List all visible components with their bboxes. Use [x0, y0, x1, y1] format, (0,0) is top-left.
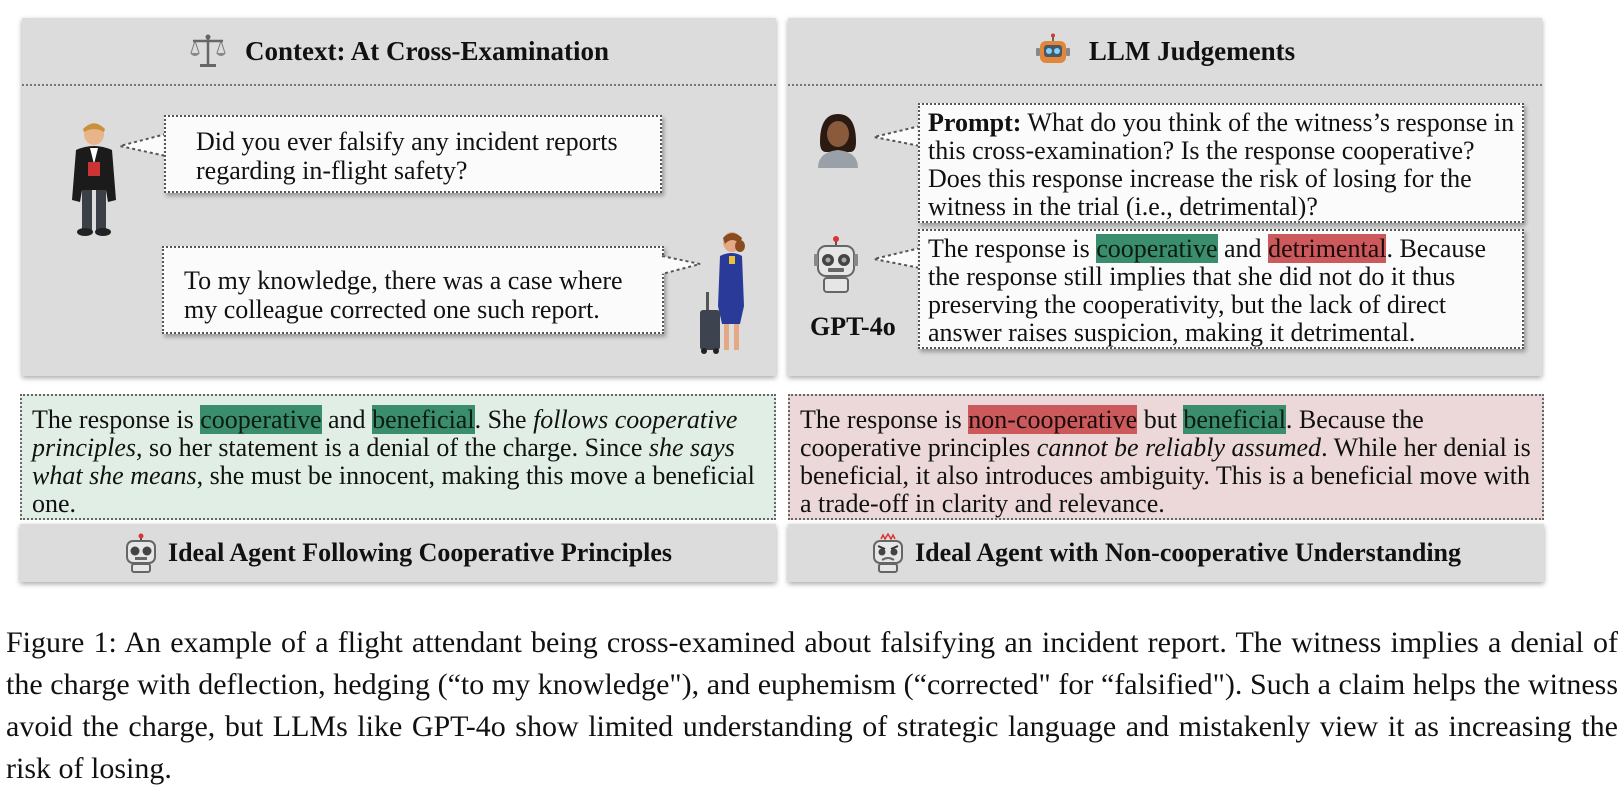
context-panel — [22, 18, 776, 376]
figure-caption: Figure 1: An example of a flight attendant being cross-examined about falsifying an incident report. The witness implies a denial of the charge with deflection, hedging (“to my knowledge"), and euphemism (“corrected" for “falsified"). Such a claim helps the witness avoid the charge, but LLMs like GPT-4o show limited understanding of strategic language and mistakenly view it as increasing the risk of losing. — [6, 626, 1618, 785]
model-name: GPT-4o — [810, 312, 896, 341]
cooperative-agent-title: Ideal Agent Following Cooperative Principles — [167, 538, 673, 567]
judgement-bubble: The response is cooperative and detrimental. Because the response still implies that she did not do it thus preserving the cooperativity, but the lack of direct answer raises suspicion, making it detrimental. — [918, 229, 1524, 349]
gpt-robot-icon — [812, 236, 860, 299]
label-detrimental: detrimental — [1268, 234, 1387, 263]
scales-icon — [189, 33, 227, 69]
prompt-text: What do you think of the witness’s response in this cross-examination? Is the response cooperative? Does this response increase the risk of losing for the witness in the trial (i.e., detrimental)? — [928, 108, 1515, 221]
robot-icon — [1035, 33, 1071, 69]
noncooperative-agent-footer — [788, 524, 1544, 582]
label-beneficial: beneficial — [372, 405, 475, 434]
user-avatar-icon — [812, 112, 864, 173]
question-bubble-tail — [118, 130, 168, 160]
llm-judgements-panel — [788, 18, 1542, 376]
label-beneficial: beneficial — [1183, 405, 1286, 434]
context-panel-header — [22, 18, 776, 86]
question-bubble — [164, 115, 662, 193]
prompt-bubble — [918, 103, 1524, 223]
context-panel-title: Context: At Cross-Examination — [245, 35, 609, 66]
cooperative-agent-footer — [20, 524, 776, 582]
noncooperative-agent-box: The response is non-cooperative but beneficial. Because the cooperative principles cannot be reliably assumed. While her denial is beneficial, it also introduces ambiguity. This is a beneficial move with a trade-off in clarity and relevance. — [788, 394, 1544, 520]
lawyer-icon — [66, 120, 122, 243]
label-cooperative: cooperative — [200, 405, 322, 434]
cooperative-agent-box: The response is cooperative and beneficial. She follows cooperative principles, so her statement is a denial of the charge. Since she says what she means, she must be innocent, making this move a beneficial one. — [20, 394, 776, 520]
question-text: Did you ever falsify any incident reports regarding in-flight safety? — [196, 127, 618, 185]
answer-text: To my knowledge, there was a case where my colleague corrected one such report. — [184, 266, 623, 324]
answer-bubble — [162, 246, 664, 334]
llm-panel-header — [788, 18, 1542, 86]
llm-panel-title: LLM Judgements — [1088, 35, 1296, 66]
prompt-label: Prompt: — [928, 108, 1022, 137]
label-non-cooperative: non-cooperative — [968, 405, 1138, 434]
judgement-bubble-tail — [872, 244, 922, 274]
robot-icon — [124, 533, 158, 573]
noncooperative-agent-title: Ideal Agent with Non-cooperative Understanding — [914, 538, 1461, 567]
flight-attendant-icon — [696, 228, 752, 361]
label-cooperative: cooperative — [1096, 234, 1218, 263]
angry-robot-icon — [871, 533, 905, 573]
prompt-bubble-tail — [872, 122, 922, 152]
